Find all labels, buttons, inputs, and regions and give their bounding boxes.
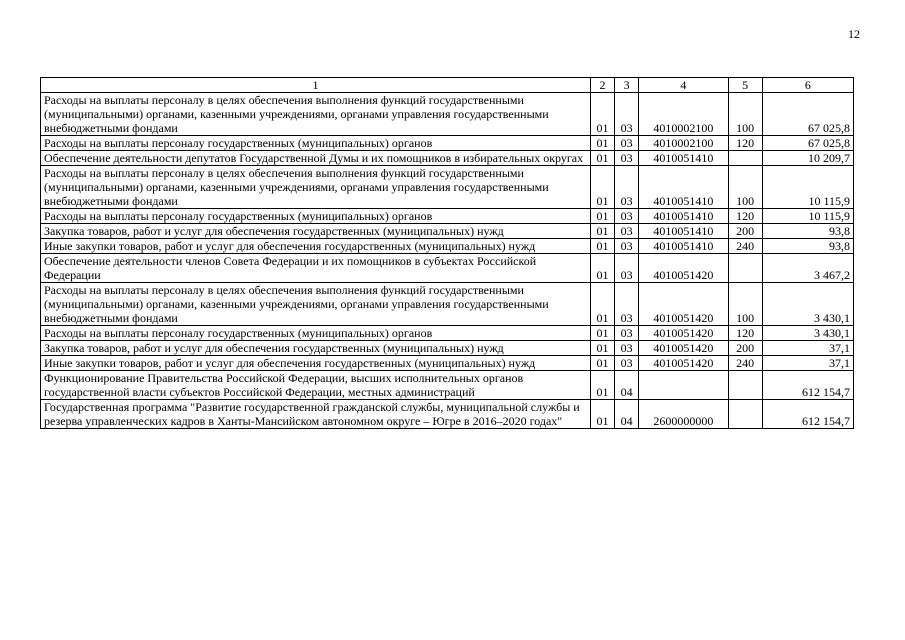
expense-type-cell (728, 371, 762, 400)
expense-type-cell: 100 (728, 283, 762, 326)
target-article-cell: 4010051410 (639, 224, 728, 239)
subsection-code-cell: 04 (615, 400, 639, 429)
target-article-cell: 4010051410 (639, 151, 728, 166)
target-article-cell: 2600000000 (639, 400, 728, 429)
table-row (41, 341, 854, 356)
subsection-code-cell: 03 (615, 93, 639, 136)
table-row (41, 371, 854, 400)
table-header-row (41, 78, 854, 93)
expense-type-cell: 120 (728, 209, 762, 224)
table-row (41, 93, 854, 136)
expense-type-cell: 120 (728, 136, 762, 151)
target-article-cell: 4010051410 (639, 209, 728, 224)
table-row (41, 209, 854, 224)
expense-name-cell: Иные закупки товаров, работ и услуг для обеспечения государственных (муниципальных) нужд (41, 239, 591, 254)
target-article-cell: 4010002100 (639, 93, 728, 136)
amount-cell: 3 467,2 (762, 254, 853, 283)
page-number: 12 (848, 27, 860, 41)
expense-name-cell: Обеспечение деятельности депутатов Государственной Думы и их помощников в избирательных округах (41, 151, 591, 166)
table-row (41, 151, 854, 166)
amount-cell: 10 115,9 (762, 166, 853, 209)
header-col-6: 6 (762, 78, 853, 93)
header-col-3: 3 (615, 78, 639, 93)
amount-cell: 3 430,1 (762, 326, 853, 341)
expense-name-cell: Государственная программа "Развитие государственной гражданской службы, муниципальной службы и резерва управленческих кадров в Ханты-Мансийском автономном округе – Югре в 2016–2020 годах" (41, 400, 591, 429)
section-code-cell: 01 (591, 371, 615, 400)
amount-cell: 37,1 (762, 356, 853, 371)
target-article-cell: 4010002100 (639, 136, 728, 151)
expense-name-cell: Иные закупки товаров, работ и услуг для обеспечения государственных (муниципальных) нужд (41, 356, 591, 371)
header-col-4: 4 (639, 78, 728, 93)
subsection-code-cell: 03 (615, 166, 639, 209)
expense-name-cell: Функционирование Правительства Российской Федерации, высших исполнительных органов государственной власти субъектов Российской Федерации, местных администраций (41, 371, 591, 400)
target-article-cell: 4010051420 (639, 341, 728, 356)
section-code-cell: 01 (591, 151, 615, 166)
amount-cell: 10 115,9 (762, 209, 853, 224)
expense-type-cell: 100 (728, 166, 762, 209)
amount-cell: 612 154,7 (762, 371, 853, 400)
table-row (41, 136, 854, 151)
table-row (41, 166, 854, 209)
subsection-code-cell: 03 (615, 326, 639, 341)
subsection-code-cell: 03 (615, 341, 639, 356)
section-code-cell: 01 (591, 326, 615, 341)
target-article-cell: 4010051420 (639, 254, 728, 283)
expense-type-cell: 240 (728, 239, 762, 254)
subsection-code-cell: 03 (615, 356, 639, 371)
expense-type-cell (728, 400, 762, 429)
expense-type-cell: 200 (728, 341, 762, 356)
table-row (41, 326, 854, 341)
amount-cell: 3 430,1 (762, 283, 853, 326)
amount-cell: 10 209,7 (762, 151, 853, 166)
expense-type-cell: 100 (728, 93, 762, 136)
expense-name-cell: Закупка товаров, работ и услуг для обеспечения государственных (муниципальных) нужд (41, 224, 591, 239)
expense-name-cell: Расходы на выплаты персоналу государственных (муниципальных) органов (41, 209, 591, 224)
section-code-cell: 01 (591, 209, 615, 224)
section-code-cell: 01 (591, 224, 615, 239)
subsection-code-cell: 03 (615, 151, 639, 166)
budget-table (40, 77, 854, 429)
amount-cell: 93,8 (762, 239, 853, 254)
expense-name-cell: Расходы на выплаты персоналу государственных (муниципальных) органов (41, 136, 591, 151)
section-code-cell: 01 (591, 283, 615, 326)
section-code-cell: 01 (591, 136, 615, 151)
target-article-cell: 4010051410 (639, 166, 728, 209)
amount-cell: 67 025,8 (762, 93, 853, 136)
expense-name-cell: Расходы на выплаты персоналу в целях обеспечения выполнения функций государственными (муниципальными) органами, казенными учреждениями, органами управления государственными внебюджетными фондами (41, 93, 591, 136)
table-row (41, 356, 854, 371)
subsection-code-cell: 03 (615, 136, 639, 151)
section-code-cell: 01 (591, 93, 615, 136)
table-row (41, 400, 854, 429)
amount-cell: 612 154,7 (762, 400, 853, 429)
section-code-cell: 01 (591, 166, 615, 209)
amount-cell: 37,1 (762, 341, 853, 356)
target-article-cell: 4010051420 (639, 326, 728, 341)
table-row (41, 254, 854, 283)
amount-cell: 67 025,8 (762, 136, 853, 151)
header-col-1: 1 (41, 78, 591, 93)
table-row (41, 283, 854, 326)
table-row (41, 224, 854, 239)
subsection-code-cell: 04 (615, 371, 639, 400)
expense-type-cell: 200 (728, 224, 762, 239)
section-code-cell: 01 (591, 356, 615, 371)
section-code-cell: 01 (591, 400, 615, 429)
section-code-cell: 01 (591, 341, 615, 356)
expense-name-cell: Закупка товаров, работ и услуг для обеспечения государственных (муниципальных) нужд (41, 341, 591, 356)
subsection-code-cell: 03 (615, 283, 639, 326)
expense-type-cell (728, 254, 762, 283)
target-article-cell: 4010051420 (639, 283, 728, 326)
section-code-cell: 01 (591, 239, 615, 254)
expense-type-cell: 240 (728, 356, 762, 371)
expense-name-cell: Обеспечение деятельности членов Совета Федерации и их помощников в субъектах Российской Федерации (41, 254, 591, 283)
expense-type-cell: 120 (728, 326, 762, 341)
header-col-2: 2 (591, 78, 615, 93)
target-article-cell (639, 371, 728, 400)
target-article-cell: 4010051420 (639, 356, 728, 371)
expense-name-cell: Расходы на выплаты персоналу в целях обеспечения выполнения функций государственными (муниципальными) органами, казенными учреждениями, органами управления государственными внебюджетными фондами (41, 283, 591, 326)
expense-type-cell (728, 151, 762, 166)
expense-name-cell: Расходы на выплаты персоналу в целях обеспечения выполнения функций государственными (муниципальными) органами, казенными учреждениями, органами управления государственными внебюджетными фондами (41, 166, 591, 209)
subsection-code-cell: 03 (615, 239, 639, 254)
amount-cell: 93,8 (762, 224, 853, 239)
header-col-5: 5 (728, 78, 762, 93)
section-code-cell: 01 (591, 254, 615, 283)
subsection-code-cell: 03 (615, 224, 639, 239)
table-row (41, 239, 854, 254)
target-article-cell: 4010051410 (639, 239, 728, 254)
subsection-code-cell: 03 (615, 209, 639, 224)
subsection-code-cell: 03 (615, 254, 639, 283)
expense-name-cell: Расходы на выплаты персоналу государственных (муниципальных) органов (41, 326, 591, 341)
